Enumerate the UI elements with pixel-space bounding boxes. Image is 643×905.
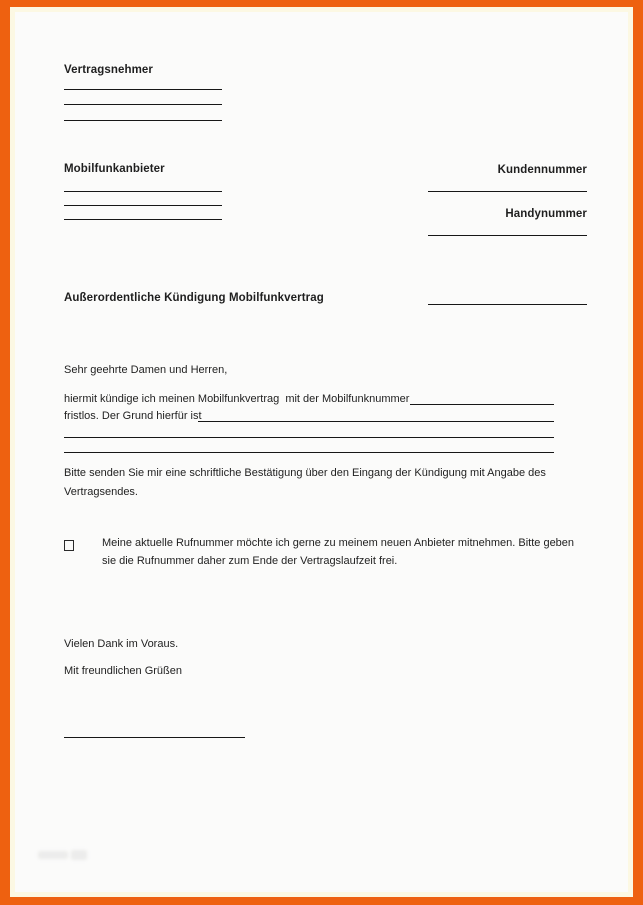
recipient-blank-line-1 (64, 89, 222, 90)
provider-blank-line-3 (64, 219, 222, 220)
customer-number-label: Kundennummer (497, 164, 587, 176)
thanks-line: Vielen Dank im Voraus. (64, 638, 179, 650)
recipient-blank-line-3 (64, 120, 222, 121)
confirmation-line-2: Vertragsendes. (64, 486, 138, 498)
reason-blank-line-3 (64, 452, 554, 453)
salutation: Sehr geehrte Damen und Herren, (64, 364, 228, 376)
phone-number-label: Handynummer (505, 208, 587, 220)
portability-text-line-1: Meine aktuelle Rufnummer möchte ich gerne zu meinem neuen Anbieter mitnehmen. Bitte geben (102, 537, 575, 549)
customer-number-blank-line (428, 191, 587, 192)
recipient-label: Vertragsnehmer (64, 64, 153, 76)
phone-number-blank-line (428, 235, 587, 236)
watermark (71, 850, 87, 860)
date-blank-line (428, 304, 587, 305)
reason-blank-line-2 (64, 437, 554, 438)
portability-text-line-2: sie die Rufnummer daher zum Ende der Vertragslaufzeit frei. (102, 555, 398, 567)
closing-line: Mit freundlichen Grüßen (64, 665, 182, 677)
provider-blank-line-1 (64, 191, 222, 192)
reason-blank-line-1 (198, 421, 554, 422)
provider-label: Mobilfunkanbieter (64, 163, 165, 175)
portability-checkbox[interactable] (64, 540, 74, 551)
provider-blank-line-2 (64, 205, 222, 206)
body-line-1: hiermit kündige ich meinen Mobilfunkvertrag mit der Mobilfunknummer (64, 393, 410, 405)
subject-title: Außerordentliche Kündigung Mobilfunkvertrag (64, 292, 324, 304)
watermark (38, 851, 68, 859)
recipient-blank-line-2 (64, 104, 222, 105)
body-line-2: fristlos. Der Grund hierfür ist (64, 410, 202, 422)
confirmation-line-1: Bitte senden Sie mir eine schriftliche Bestätigung über den Eingang der Kündigung mit Angabe des (64, 467, 546, 479)
mobile-number-blank-line (410, 404, 554, 405)
signature-blank-line (64, 737, 245, 738)
